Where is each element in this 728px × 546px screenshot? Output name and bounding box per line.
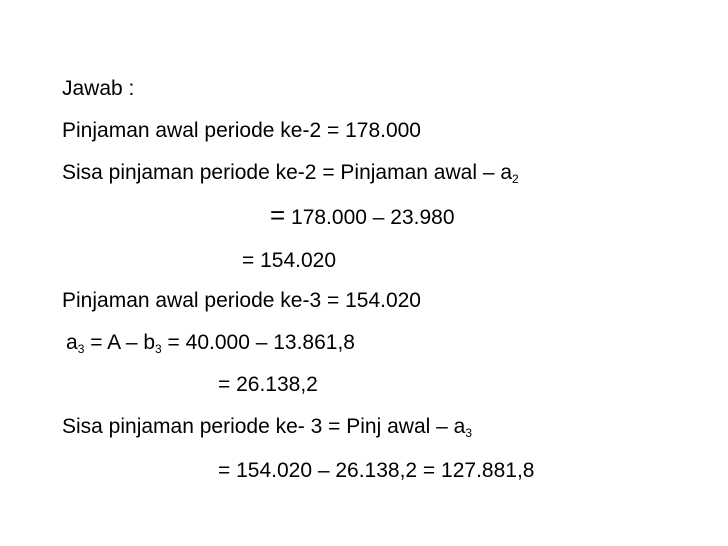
subscript-3-a: 3 [77, 342, 85, 356]
subscript-3-c: 3 [465, 426, 473, 440]
initial-loan-period-2: Pinjaman awal periode ke-2 = 178.000 [62, 119, 421, 142]
calc-line-1-text: 178.000 – 23.980 [285, 206, 455, 229]
remaining-loan-period-3-text: Sisa pinjaman periode ke- 3 = Pinj awal – a [62, 415, 466, 438]
calc-line-2: = 154.020 [242, 249, 337, 272]
a3-formula [66, 330, 355, 356]
calc-line-1 [270, 202, 455, 231]
subscript-3-b: 3 [155, 342, 162, 356]
a3-result: = 26.138,2 [218, 373, 318, 396]
a3-formula-rest: = 40.000 – 13.861,8 [161, 331, 355, 354]
remaining-loan-period-2 [62, 160, 519, 186]
a3-formula-mid: = A – b [84, 331, 156, 354]
remaining-loan-period-3 [62, 414, 472, 440]
a-symbol: a [66, 331, 78, 354]
answer-heading: Jawab : [62, 77, 135, 100]
remaining-loan-period-2-text: Sisa pinjaman periode ke-2 = Pinjaman awal – a [62, 161, 513, 184]
final-result: = 154.020 – 26.138,2 = 127.881,8 [218, 459, 535, 482]
equals-sign: = [270, 200, 286, 230]
initial-loan-period-3: Pinjaman awal periode ke-3 = 154.020 [62, 289, 421, 312]
subscript-2: 2 [512, 172, 519, 186]
